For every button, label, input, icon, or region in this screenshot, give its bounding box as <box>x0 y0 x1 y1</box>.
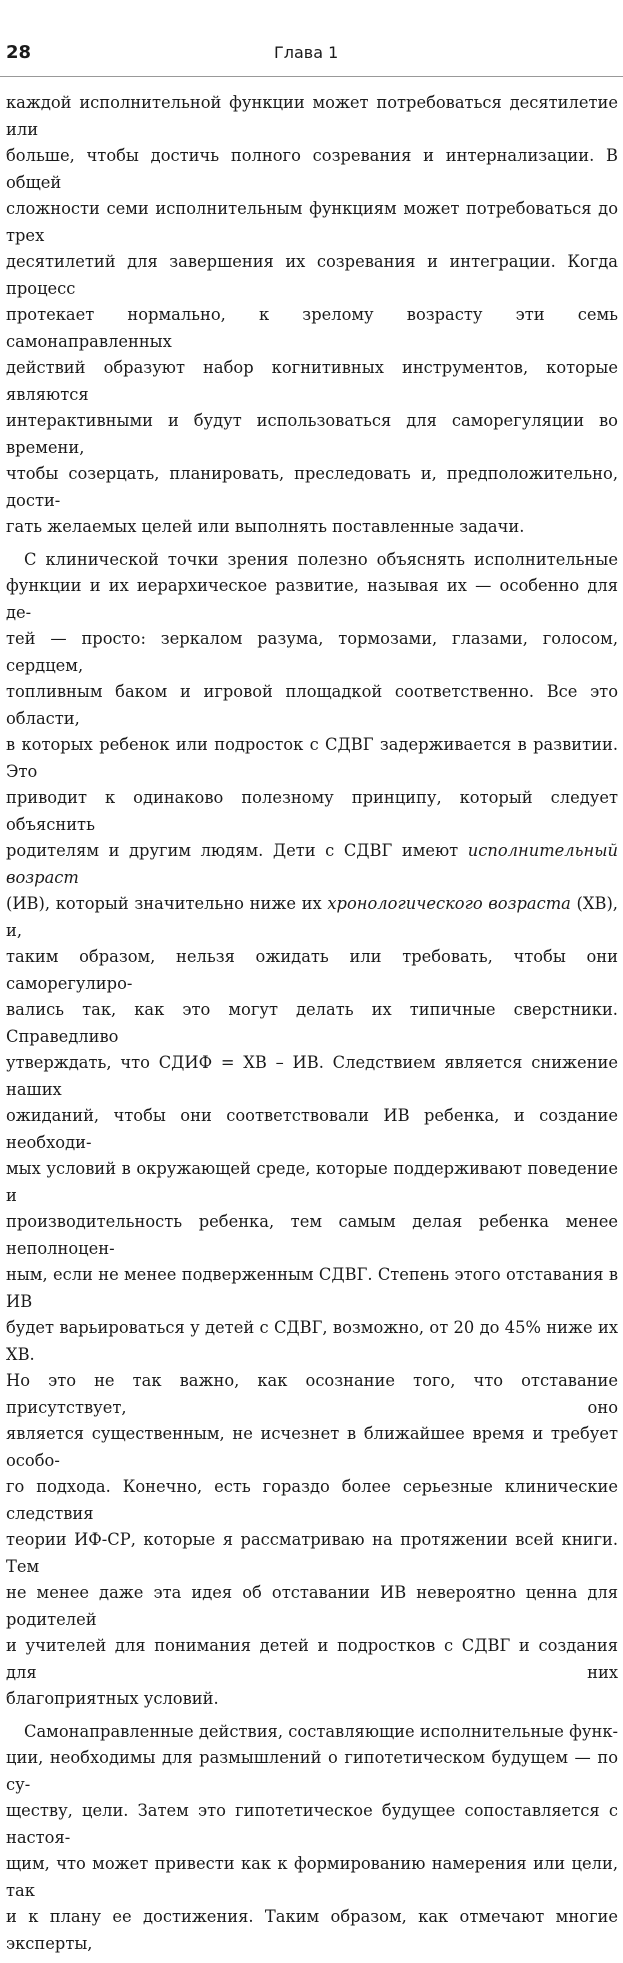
text-line: тей — просто: зеркалом разума, тормозами, глазами, голосом, сердцем, <box>6 629 618 675</box>
text-line: действий образуют набор когнитивных инструментов, которые являются <box>6 358 618 404</box>
text-line: С клинической точки зрения полезно объяснять исполнительные <box>24 549 618 569</box>
text-line: производительность ребенка, тем самым делая ребенка менее неполноцен- <box>6 1212 618 1258</box>
chapter-title: Глава 1 <box>274 43 339 62</box>
text-line: приводит к одинаково полезному принципу, который следует объяснить <box>6 788 618 834</box>
text-line: щим, что может привести как к формированию намерения или цели, так <box>6 1854 618 1900</box>
text-line: утверждать, что СДИФ = ХВ – ИВ. Следствием является снижение наших <box>6 1053 618 1099</box>
text-line: больше, чтобы достичь полного созревания и интернализации. В общей <box>6 146 618 192</box>
text-line: теории ИФ-СР, которые я рассматриваю на протяжении всей книги. Тем <box>6 1530 618 1576</box>
text-line: ожиданий, чтобы они соответствовали ИВ ребенка, и создание необходи- <box>6 1106 618 1152</box>
text-line: ществу, цели. Затем это гипотетическое будущее сопоставляется с настоя- <box>6 1801 618 1847</box>
header-divider <box>0 76 623 77</box>
text-line: и к плану ее достижения. Таким образом, как отмечают многие эксперты, <box>6 1907 618 1953</box>
paragraph-2 <box>6 547 618 1713</box>
paragraph-3 <box>6 1719 618 1958</box>
page-number: 28 <box>6 42 32 63</box>
text-line: и учителей для понимания детей и подростков с СДВГ и создания для них <box>6 1636 618 1682</box>
italic-term: исполнительный возраст <box>6 841 618 887</box>
text-line: в которых ребенок или подросток с СДВГ задерживается в развитии. Это <box>6 735 618 781</box>
text-line: гать желаемых целей или выполнять поставленные задачи. <box>6 517 525 536</box>
text-line: вались так, как это могут делать их типичные сверстники. Справедливо <box>6 1000 618 1046</box>
paragraph-1 <box>6 90 618 541</box>
text-line: ции, необходимы для размышлений о гипотетическом будущем — по су- <box>6 1748 618 1794</box>
text-run: родителям и другим людям. Дети с СДВГ имеют <box>6 841 468 860</box>
text-line <box>6 891 618 944</box>
text-line: десятилетий для завершения их созревания и интеграции. Когда процесс <box>6 252 618 298</box>
text-line: интерактивными и будут использоваться для саморегуляции во времени, <box>6 411 618 457</box>
text-line: Самонаправленные действия, составляющие исполнительные функ- <box>24 1721 618 1741</box>
text-line: каждой исполнительной функции может потребоваться десятилетие или <box>6 93 618 139</box>
text-line: ным, если не менее подверженным СДВГ. Степень этого отставания в ИВ <box>6 1265 618 1311</box>
text-line: чтобы созерцать, планировать, преследовать и, предположительно, дости- <box>6 464 618 510</box>
text-line: не менее даже эта идея об отставании ИВ невероятно ценна для родителей <box>6 1583 618 1629</box>
text-line: благоприятных условий. <box>6 1689 219 1708</box>
text-line: го подхода. Конечно, есть гораздо более серьезные клинические следствия <box>6 1477 618 1523</box>
running-header <box>6 42 618 66</box>
text-line: является существенным, не исчезнет в ближайшее время и требует особо- <box>6 1424 618 1470</box>
text-line: таким образом, нельзя ожидать или требовать, чтобы они саморегулиро- <box>6 947 618 993</box>
text-line: топливным баком и игровой площадкой соответственно. Все это области, <box>6 682 618 728</box>
text-line: функции и их иерархическое развитие, называя их — особенно для де- <box>6 576 618 622</box>
text-run: (ИВ), который значительно ниже их <box>6 894 328 913</box>
text-line: Но это не так важно, как осознание того, что отставание присутствует, оно <box>6 1371 618 1417</box>
text-line <box>6 838 618 891</box>
text-line: будет варьироваться у детей с СДВГ, возможно, от 20 до 45% ниже их ХВ. <box>6 1318 618 1364</box>
text-line: мых условий в окружающей среде, которые поддерживают поведение и <box>6 1159 618 1205</box>
text-line: сложности семи исполнительным функциям может потребоваться до трех <box>6 199 618 245</box>
body-text <box>6 90 618 1963</box>
italic-term: хронологического возраста <box>327 894 571 913</box>
text-run: (ХВ), и, <box>6 894 618 940</box>
text-line: протекает нормально, к зрелому возрасту эти семь самонаправленных <box>6 305 618 351</box>
